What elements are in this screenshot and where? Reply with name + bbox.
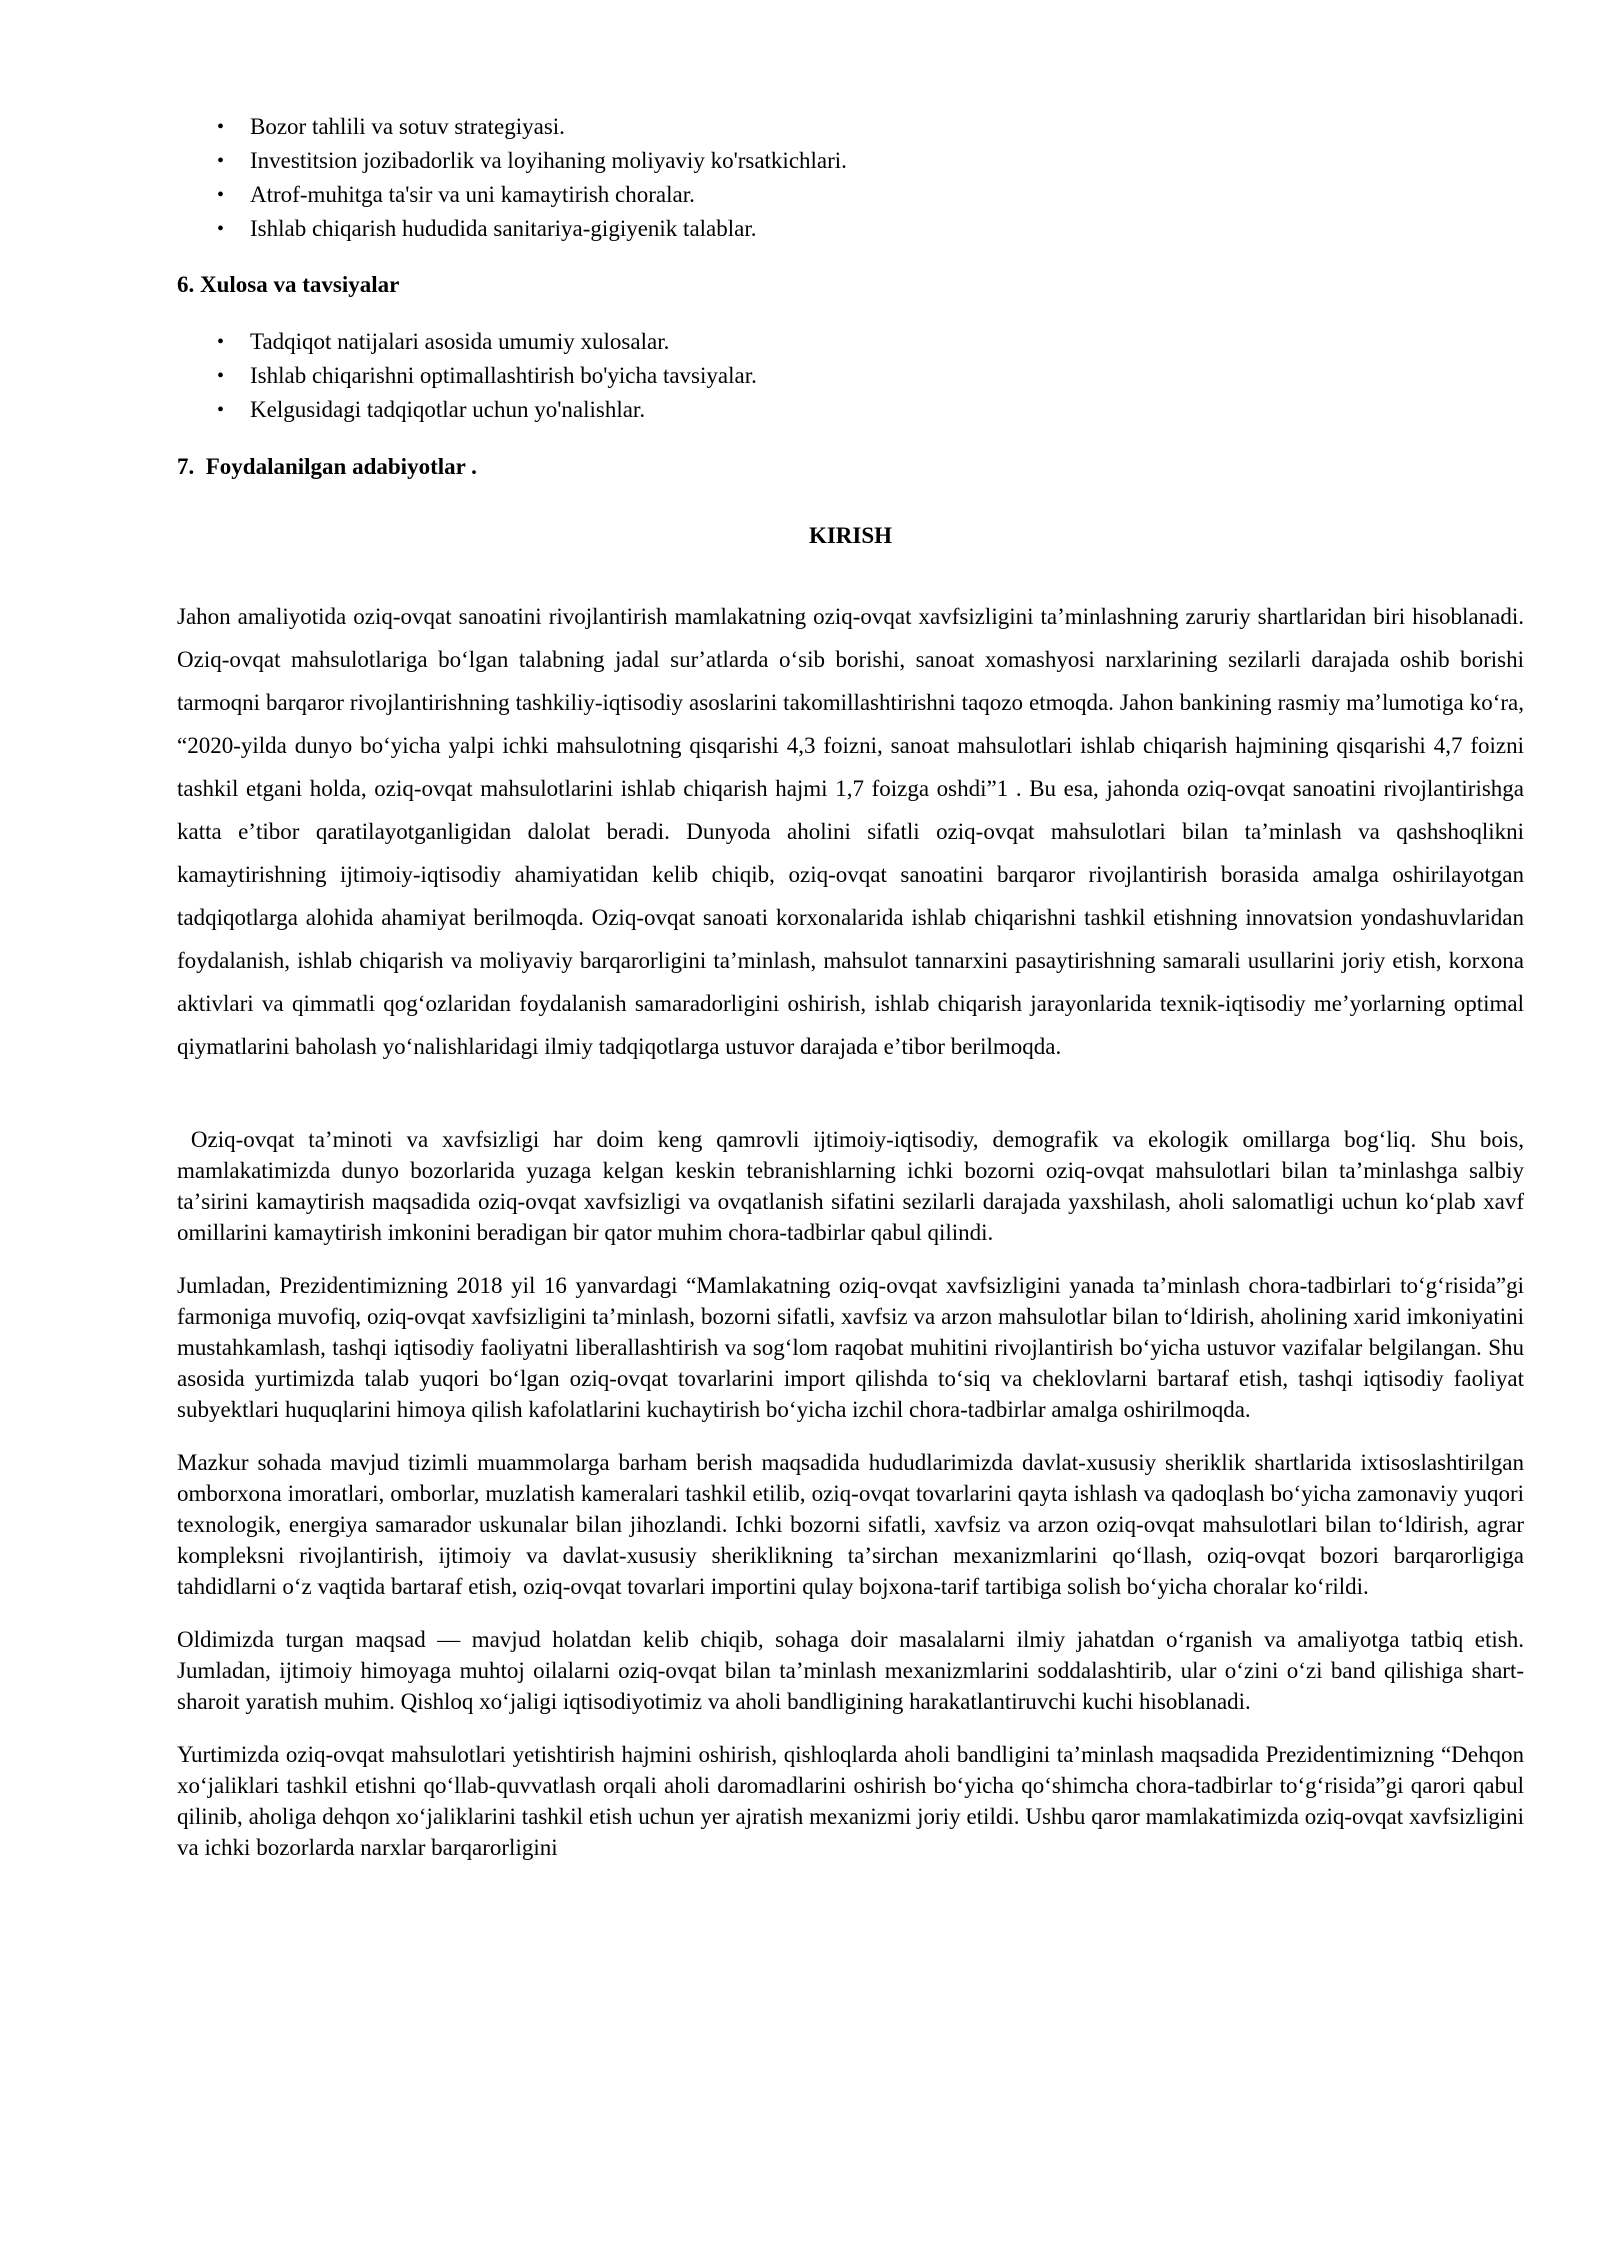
paragraph: Oldimizda turgan maqsad — mavjud holatdan kelib chiqib, sohaga doir masalalarni ilmiy jahatdan oʻrganish va amaliyotga tatbiq etish. Jumladan, ijtimoiy himoyaga muhtoj oilalarni oziq-ovqat bilan taʼminlash mexanizmlarini soddalashtirib, ular oʻzini oʻzi band qilishiga shart-sharoit yaratish muhim. Qishloq xoʻjaligi iqtisodiyotimiz va aholi bandligining harakatlantiruvchi kuchi hisoblanadi. [177,1627,1530,1714]
section-6-bullet-list [177,325,1524,427]
list-item: • Atrof-muhitga ta'sir va uni kamaytirish choralar. [177,178,1524,212]
list-item: • Ishlab chiqarish hududida sanitariya-gigiyenik talablar. [177,212,1524,246]
paragraph: Oziq-ovqat taʼminoti va xavfsizligi har doim keng qamrovli ijtimoiy-iqtisodiy, demografik va ekologik omillarga bogʻliq. Shu bois, mamlakatimizda dunyo bozorlarida yuzaga kelgan keskin tebranishlarning ichki bozorni oziq-ovqat mahsulotlari bilan taʼminlashga salbiy taʼsirini kamaytirish maqsadida oziq-ovqat xavfsizligi va ovqatlanish sifatini sezilarli darajada yaxshilash, aholi salomatligi uchun koʻplab xavf omillarini kamaytirish imkonini beradigan bir qator muhim chora-tadbirlar qabul qilindi. [177,1127,1530,1245]
paragraph: Yurtimizda oziq-ovqat mahsulotlari yetishtirish hajmini oshirish, qishloqlarda aholi bandligini taʼminlash maqsadida Prezidentimizning “Dehqon xoʻjaliklari tashkil etishni qoʻllab-quvvatlash orqali aholi daromadlarini oshirish boʻyicha qoʻshimcha chora-tadbirlar toʻgʻrisida”gi qarori qabul qilinib, aholiga dehqon xoʻjaliklarini tashkil etish uchun yer ajratish mexanizmi joriy etildi. Ushbu qaror mamlakatimizda oziq-ovqat xavfsizligini va ichki bozorlarda narxlar barqarorligini [177,1742,1530,1860]
list-item: • Ishlab chiqarishni optimallashtirish bo'yicha tavsiyalar. [177,359,1524,393]
list-item: • Kelgusidagi tadqiqotlar uchun yo'nalishlar. [177,393,1524,427]
list-item: • Investitsion jozibadorlik va loyihaning moliyaviy ko'rsatkichlari. [177,144,1524,178]
intro-bullet-list [177,110,1524,246]
paragraph: Jumladan, Prezidentimizning 2018 yil 16 yanvardagi “Mamlakatning oziq-ovqat xavfsizligini yanada taʼminlash chora-tadbirlari toʻgʻrisida”gi farmoniga muvofiq, oziq-ovqat xavfsizligini taʼminlash, bozorni sifatli, xavfsiz va arzon mahsulotlar bilan toʻldirish, aholining xarid imkoniyatini mustahkamlash, tashqi iqtisodiy faoliyatni liberallashtirish va sogʻlom raqobat muhitini rivojlantirish boʻyicha ustuvor vazifalar belgilangan. Shu asosida yurtimizda talab yuqori boʻlgan oziq-ovqat tovarlarini import qilishda toʻsiq va cheklovlarni bartaraf etish, tashqi iqtisodiy faoliyat subyektlari huquqlarini himoya qilish kafolatlarini kuchaytirish boʻyicha izchil chora-tadbirlar amalga oshirilmoqda. [177,1273,1530,1422]
list-item: • Bozor tahlili va sotuv strategiyasi. [177,110,1524,144]
section-7-heading: 7. Foydalanilgan adabiyotlar . [177,454,477,479]
kirish-title: KIRISH [808,523,893,548]
paragraph: Mazkur sohada mavjud tizimli muammolarga barham berish maqsadida hududlarimizda davlat-xususiy sheriklik shartlarida ixtisoslashtirilgan omborxona imoratlari, omborlar, muzlatish kameralari tashkil etilib, oziq-ovqat tovarlarini qayta ishlash va qadoqlash boʻyicha zamonaviy yuqori texnologik, energiya samarador uskunalar bilan jihozlandi. Ichki bozorni sifatli, xavfsiz va arzon oziq-ovqat mahsulotlari bilan toʻldirish, agrar kompleksni rivojlantirish, ijtimoiy va davlat-xususiy sheriklikning taʼsirchan mexanizmlarini qoʻllash, oziq-ovqat bozori barqarorligiga tahdidlarni oʻz vaqtida bartaraf etish, oziq-ovqat tovarlari importini qulay bojxona-tarif tartibiga solish boʻyicha choralar koʻrildi. [177,1450,1530,1599]
section-6-heading: 6. Xulosa va tavsiyalar [177,272,400,297]
paragraph-intro: Jahon amaliyotida oziq-ovqat sanoatini rivojlantirish mamlakatning oziq-ovqat xavfsizligini taʼminlashning zaruriy shartlaridan biri hisoblanadi. Oziq-ovqat mahsulotlariga boʻlgan talabning jadal surʼatlarda oʻsib borishi, sanoat xomashyosi narxlarining sezilarli darajada oshib borishi tarmoqni barqaror rivojlantirishning tashkiliy-iqtisodiy asoslarini takomillashtirishni taqozo etmoqda. Jahon bankining rasmiy maʼlumotiga koʻra, “2020-yilda dunyo boʻyicha yalpi ichki mahsulotning qisqarishi 4,3 foizni, sanoat mahsulotlari ishlab chiqarish hajmining qisqarishi 4,7 foizni tashkil etgani holda, oziq-ovqat mahsulotlarini ishlab chiqarish hajmi 1,7 foizga oshdi”1 . Bu esa, jahonda oziq-ovqat sanoatini rivojlantirishga katta eʼtibor qaratilayotganligidan dalolat beradi. Dunyoda aholini sifatli oziq-ovqat mahsulotlari bilan taʼminlash va qashshoqlikni kamaytirishning ijtimoiy-iqtisodiy ahamiyatidan kelib chiqib, oziq-ovqat sanoatini barqaror rivojlantirish borasida amalga oshirilayotgan tadqiqotlarga alohida ahamiyat berilmoqda. Oziq-ovqat sanoati korxonalarida ishlab chiqarishni tashkil etishning innovatsion yondashuvlaridan foydalanish, ishlab chiqarish va moliyaviy barqarorligini taʼminlash, mahsulot tannarxini pasaytirishning samarali usullarini joriy etish, korxona aktivlari va qimmatli qogʻozlaridan foydalanish samaradorligini oshirish, ishlab chiqarish jarayonlarida texnik-iqtisodiy meʼyorlarning optimal qiymatlarini baholash yoʻnalishlaridagi ilmiy tadqiqotlarga ustuvor darajada eʼtibor berilmoqda. [177,604,1530,1059]
list-item: • Tadqiqot natijalari asosida umumiy xulosalar. [177,325,1524,359]
